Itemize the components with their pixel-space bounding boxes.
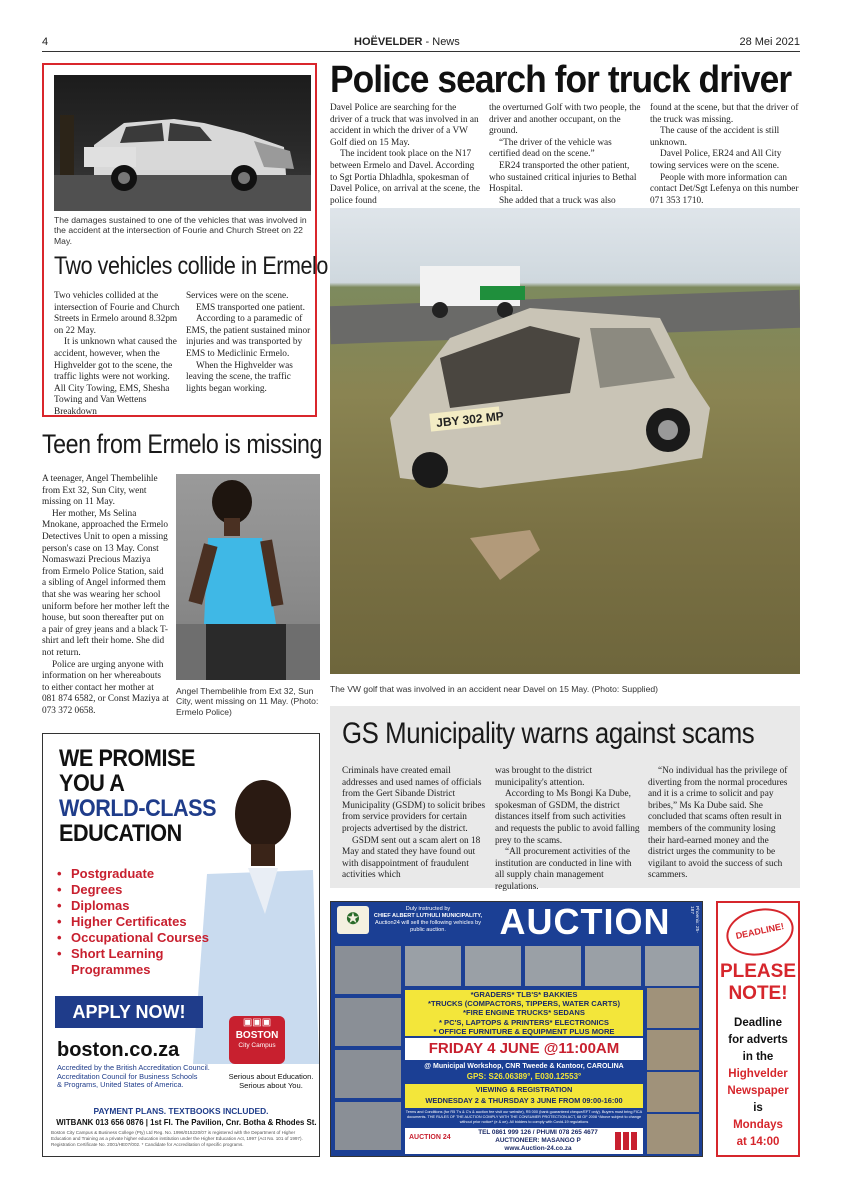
auction-vehicle-photos-left: [335, 946, 401, 1154]
tagline-line: Serious about You.: [239, 1081, 303, 1090]
deadline-line: for adverts: [728, 1034, 788, 1046]
ermelo-caption: The damages sustained to one of the vehicles that was involved in the accident at the intersection of Fourie and Church Street on 22 May.: [54, 215, 307, 246]
teen-headline: Teen from Ermelo is missing: [42, 429, 323, 459]
ermelo-para: Services were on the scene.: [186, 291, 289, 301]
auction-vehicle-photos-top: [405, 946, 699, 986]
scams-box: [330, 706, 800, 892]
auction-item: * OFFICE FURNITURE & EQUIPMENT PLUS MORE: [433, 1026, 615, 1036]
ermelo-para: When the Highvelder was leaving the scene, the traffic lights began working.: [186, 360, 293, 394]
logo-name: BOSTON: [235, 1030, 279, 1041]
boston-programme-list: [55, 866, 225, 978]
deadline-stamp-text: DEADLINE!: [734, 921, 785, 942]
police-para: Davel Police, ER24 and All City towing services were on the scene.: [650, 149, 782, 171]
ermelo-column-2: [186, 291, 312, 395]
boston-h3: WORLD-CLASS: [59, 795, 217, 822]
ermelo-para: EMS transported one patient.: [196, 302, 305, 313]
teen-caption: Angel Thembelihle from Ext 32, Sun City, went missing on 11 May. (Photo: Ermelo Police): [176, 686, 319, 717]
ermelo-para: According to a paramedic of EMS, the patient sustained minor injuries and was transported by EMS to Mediclinic Ermelo.: [186, 314, 311, 359]
logo-sub: City Campus: [238, 1042, 276, 1049]
scams-para: “No individual has the privilege of diverting from the normal procedures and it is a crime to solicit and pay bribes,” Ms Ka Dube said. She concluded that scams often result in members of the community losing their hard-earned money and the district urges the community to be vigilant to avoid the success of such scammers.: [648, 766, 788, 881]
boston-ad: [42, 733, 320, 1157]
boston-logo: [229, 1016, 285, 1064]
deadline-body: [718, 1015, 798, 1151]
boston-h2: YOU A: [59, 770, 125, 797]
scams-para: Criminals have created email addresses and used names of officials from the Gert Sibande District Municipality (GSDM) to solicit bribes from service providers for certain projects advertised by the district.: [342, 766, 486, 834]
auction-website-link[interactable]: www.Auction-24.co.za: [504, 1145, 572, 1152]
instructed-line: Duly instructed by: [405, 906, 451, 912]
deadline-day: Mondays: [733, 1119, 783, 1131]
scams-column-3: [648, 766, 793, 882]
deadline-line: Deadline: [734, 1017, 782, 1029]
deadline-paper: Highvelder: [728, 1068, 788, 1080]
police-para: the overturned Golf with two people, the driver and another occupant, on the ground.: [489, 103, 641, 137]
auction-item: *TRUCKS (COMPACTORS, TIPPERS, WATER CARTS): [428, 999, 620, 1009]
auction-venue: @ Municipal Workshop, CNR Tweede & Kantoor, CAROLINA: [424, 1063, 624, 1070]
auction-tel: TEL 0861 999 126 / PHUMI 078 265 4677: [478, 1129, 598, 1136]
programme-item[interactable]: • Occupational Courses: [57, 930, 209, 945]
boston-payment-plans: PAYMENT PLANS. TEXTBOOKS INCLUDED.: [93, 1106, 269, 1116]
page-number: 4: [42, 36, 49, 48]
deadline-line: is: [753, 1102, 763, 1114]
ermelo-para: Two vehicles collided at the intersection of Fourie and Church Streets in Ermelo around 8.32pm on 22 May.: [54, 291, 180, 336]
boston-h4: EDUCATION: [59, 820, 182, 847]
boston-fine-print: Boston City Campus & Business College (Pty) Ltd Reg. No. 1996/015220/07 is registered with the Department of Higher Education and Training as a private higher education institution under the Higher Education Act, 1997 (Act No. 101 of 1997). Registration Certificate No. 2001/HE07/002. * Candidate for Accreditation of specific programs.: [51, 1130, 303, 1147]
auction-auctioneer: AUCTIONEER: MASANGO P: [495, 1137, 581, 1144]
teen-body: [42, 474, 170, 717]
auction-contact: [463, 1129, 613, 1153]
auction-items-panel: [405, 990, 643, 1036]
ermelo-story-box: [42, 63, 328, 417]
header-rule: [42, 51, 800, 52]
ermelo-para: It is unknown what caused the accident, however, when the Highvelder got to the scene, the traffic lights were not working. All City Towing, EMS, Shesha Towing and Van Wettens Breakdown: [54, 337, 177, 417]
teen-para: Her mother, Ms Selina Mnokane, approached the Ermelo Detectives Unit to open a missing person's case on 13 May. Const Nomaswazi Precious Maziya from Ermelo Police Station, said a sibling of Angel informed them that she was wearing her school uniform before her mother left the house, but soon thereafter put on a pair of grey jeans and a black T-shirt and left their home. She did not return.: [42, 508, 170, 658]
deadline-paper: Newspaper: [727, 1085, 789, 1097]
auction-footer: [405, 1128, 643, 1154]
section-name: - News: [425, 36, 460, 48]
boston-accreditation: [57, 1064, 227, 1090]
auction-date: FRIDAY 4 JUNE @11:00AM: [405, 1038, 643, 1060]
scams-column-2: [495, 766, 640, 894]
programme-item[interactable]: • Short Learning Programmes: [57, 946, 164, 977]
police-column-3: [650, 103, 800, 207]
bakkie-illustration: [54, 75, 311, 211]
police-column-1: [330, 103, 480, 207]
police-para: ER24 transported the other patient, who sustained critical injuries to Bethal Hospital.: [489, 160, 637, 195]
police-para: She added that a truck was also: [499, 195, 616, 206]
police-caption: The VW golf that was involved in an accident near Davel on 15 May. (Photo: Supplied): [330, 684, 659, 694]
instructed-line: CHIEF ALBERT LUTHULI MUNICIPALITY,: [373, 913, 483, 919]
teen-para: Police are urging anyone with information on her whereabouts to either contact her mother at 081 874 6582, or Const Maziya at 073 372 0658.: [42, 659, 169, 716]
programme-item[interactable]: • Diplomas: [57, 898, 130, 913]
auction-gps: GPS: S26.06389°, E030.12553°: [466, 1072, 582, 1081]
police-para: The incident took place on the N17 between Ermelo and Davel. According to Sgt Portia Dhladhla, spokesman of Davel Police, on arrival at the scene, the police found: [330, 149, 480, 206]
please-line: PLEASE: [719, 961, 797, 982]
police-para: found at the scene, but that the driver of the truck was missing.: [650, 103, 799, 125]
ermelo-headline: Two vehicles collide in Ermelo: [54, 252, 328, 280]
scams-para: According to Ms Bongi Ka Dube, spokesman of GSDM, the district distances itself from such activities and requests the public to avoid falling prey to the scams.: [495, 789, 640, 846]
instructed-line: Auction24 will sell the following vehicles by public auction.: [374, 920, 482, 933]
boston-tagline: [223, 1072, 319, 1090]
auction-item: *FIRE ENGINE TRUCKS* SEDANS: [463, 1008, 585, 1018]
accred-line: & Programs, United States of America.: [57, 1080, 184, 1090]
scams-para: was brought to the district municipality's attention.: [495, 766, 593, 788]
please-note: [718, 961, 798, 1005]
deadline-stamp: [722, 902, 798, 961]
police-para: Davel Police are searching for the driver of a truck that was involved in an accident in which the driver of a VW Golf died on 15 May.: [330, 103, 479, 148]
auction-terms: Terms and Conditions (for R5 T's & C's & auction fee visit our website), R5 000 (bank guaranteed cheque/EFT only). Buyers must bring FICA documents. THE RULES OF THE AUCTION COMPLY WITH THE CONSUMER PROTECTION ACT, 68 OF 2008 *Above subject to change without prior notice* (e & oe). All bidders to comply with Covid-19 regulations: [405, 1110, 643, 1124]
boston-url-link[interactable]: boston.co.za: [57, 1039, 180, 1061]
police-column-2: [489, 103, 641, 207]
vw-golf-photo: [330, 208, 800, 674]
boston-h1: WE PROMISE: [59, 745, 195, 772]
boston-contact: WITBANK 013 656 0876 | 1st Fl. The Pavilion, Cnr. Botha & Rhodes St.: [56, 1118, 317, 1127]
police-para: “The driver of the vehicle was certified dead on the scene.”: [489, 137, 612, 160]
scams-headline: GS Municipality warns against scams: [342, 717, 755, 750]
auction24-logo: AUCTION 24: [409, 1134, 451, 1141]
auction-ref: Phoenix: 25-187: [689, 906, 699, 933]
auction-item: * PC'S, LAPTOPS & PRINTERS* ELECTRONICS: [438, 1017, 610, 1027]
programme-item[interactable]: • Postgraduate: [57, 866, 155, 881]
deadline-time: at 14:00: [736, 1136, 780, 1148]
scams-para: GSDM sent out a scam alert on 18 May and stated they have found out with disappointment of fraudulent activities which: [342, 835, 481, 881]
auction-viewing: [405, 1084, 643, 1108]
apply-now-button[interactable]: APPLY NOW!: [55, 996, 203, 1028]
accred-line: Accredited by the British Accreditation Council.: [57, 1063, 210, 1072]
police-headline: Police search for truck driver: [330, 59, 792, 101]
auction-item: *GRADERS* TLB'S* BAKKIES: [470, 990, 578, 999]
accreditation-badges-icon: [615, 1132, 639, 1150]
page-date: 28 Mei 2021: [739, 36, 800, 48]
scams-column-1: [342, 766, 487, 882]
logo-crest-icon: ▣▣▣: [242, 1017, 272, 1028]
note-line: NOTE!: [728, 983, 788, 1004]
auction-instructed: [373, 906, 483, 934]
municipality-crest-icon: ✪: [337, 906, 369, 934]
teen-para: A teenager, Angel Thembelihle from Ext 32, Sun City, went missing on 11 May.: [42, 474, 158, 508]
programme-item[interactable]: • Higher Certificates: [57, 914, 187, 929]
ermelo-crash-photo: [54, 75, 311, 211]
viewing-line: WEDNESDAY 2 & THURSDAY 3 JUNE FROM 09:00-16:00: [425, 1096, 623, 1105]
tagline-line: Serious about Education.: [228, 1072, 314, 1081]
police-para: People with more information can contact Det/Sgt Lefenya on this number 071 353 1710.: [650, 172, 799, 206]
angel-photo: [176, 474, 320, 680]
viewing-line: VIEWING & REGISTRATION: [475, 1085, 573, 1094]
licence-plate: JBY 302 MP: [435, 408, 505, 430]
scams-para: “All procurement activities of the institution are conducted in line with all supply chain management regulations.: [495, 847, 632, 892]
accred-line: Accreditation Council for Business Schools: [57, 1071, 198, 1081]
ermelo-column-1: [54, 291, 180, 419]
wreck-illustration: [330, 208, 800, 674]
boston-headline: [59, 746, 216, 846]
auction-ad: [330, 901, 703, 1157]
portrait-illustration: [176, 474, 320, 680]
masthead-label: [354, 36, 460, 48]
auction-title: AUCTION: [499, 901, 671, 942]
deadline-ad: [716, 901, 800, 1157]
programme-item[interactable]: • Degrees: [57, 882, 123, 897]
page-header: [42, 36, 800, 50]
deadline-line: in the: [742, 1051, 774, 1063]
auction-vehicle-photos-right: [647, 988, 699, 1154]
paper-name: HOËVELDER: [354, 36, 423, 48]
police-para: The cause of the accident is still unknown.: [650, 126, 780, 148]
